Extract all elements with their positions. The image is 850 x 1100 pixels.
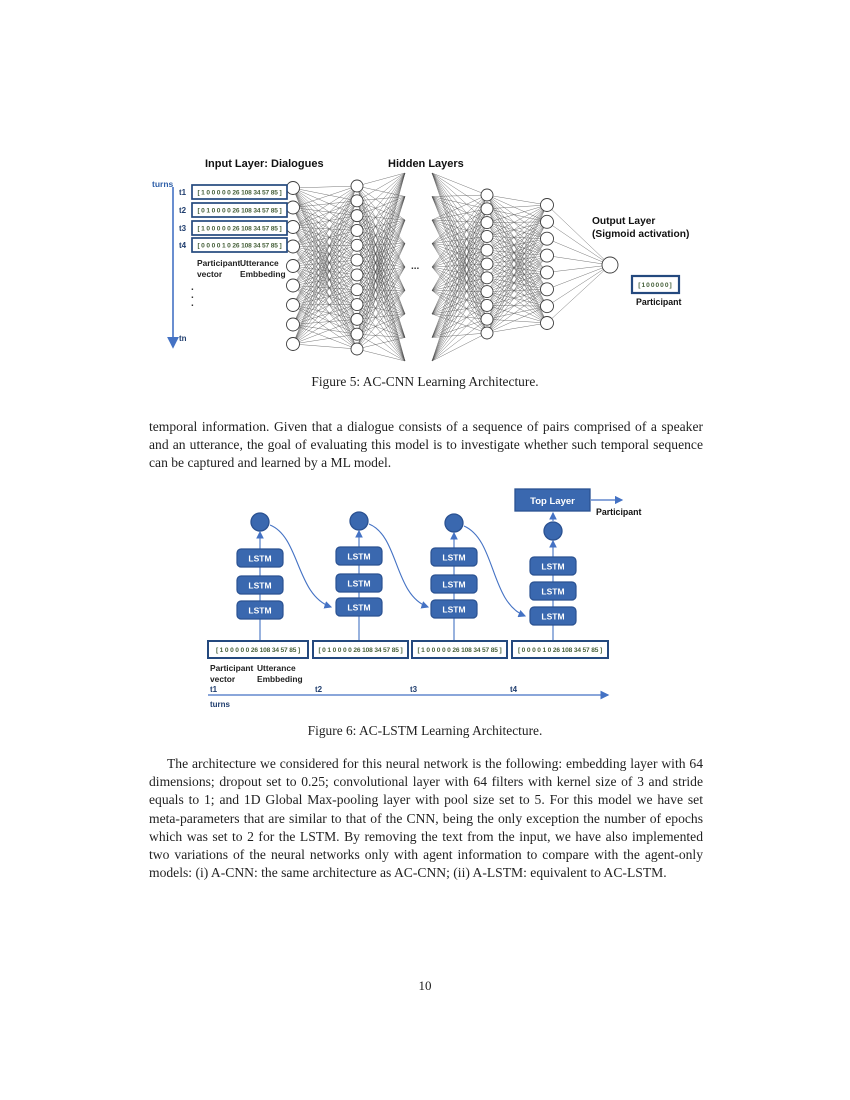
lstm-col-1	[237, 549, 283, 619]
net-edge	[432, 209, 487, 361]
net-node	[541, 199, 554, 212]
net-node	[481, 230, 493, 242]
top-layer-label: Top Layer	[530, 496, 575, 507]
net-node	[481, 272, 493, 284]
vector-text-t2: [ 0 1 0 0 0 0 26 108 34 57 85 ]	[318, 647, 403, 654]
output-participant-label: Participant	[636, 297, 682, 307]
net-node	[351, 254, 363, 266]
net-node	[351, 313, 363, 325]
output-layer-title-2: (Sigmoid activation)	[592, 229, 690, 240]
net-node	[541, 283, 554, 296]
net-edge	[432, 173, 487, 278]
lstm-box-label: LSTM	[347, 578, 371, 589]
net-edge	[293, 344, 357, 349]
figure6-participant-label: Participant	[596, 507, 642, 517]
hidden-layers-ellipsis: ...	[411, 261, 420, 272]
net-node	[481, 327, 493, 339]
figure6-t2: t2	[315, 685, 323, 694]
paragraph-2: The architecture we considered for this neural network is the following: embedding layer with 64 dimensions; dropout set to 0.25; convolutional layer with 64 filters with kernel size of 3 and stride equals to 1; and 1D Global Max-pooling layer with pool size set to 5. For this model we have set meta-parameters that are similar to that of the CNN, being the only exception the number of epochs which was set to 2 for the LSTM. By removing the text from the input, we have also implemented two variations of the neural networks only with agent information to compare with the agent-only models: (i) A-CNN: the same architecture as AC-CNN; (ii) A-LSTM: equivalent to AC-LSTM.	[149, 756, 703, 881]
figure5-hidden-layers-title: Hidden Layers	[388, 158, 464, 170]
net-node	[351, 284, 363, 296]
net-node	[351, 299, 363, 311]
vertical-dot-1: .	[191, 282, 194, 293]
vector-text-t3: [ 1 0 0 0 0 0 26 108 34 57 85 ]	[417, 647, 502, 654]
net-node	[541, 266, 554, 279]
turn-label-tn: tn	[179, 334, 187, 343]
state-circle-2	[350, 512, 368, 530]
utterance-embedding-label-2: Embbeding	[240, 269, 286, 279]
net-edge	[357, 334, 405, 361]
net-node	[351, 328, 363, 340]
state-circle-4	[544, 522, 562, 540]
net-edge	[547, 239, 610, 265]
net-node	[541, 232, 554, 245]
net-edge	[293, 208, 357, 261]
net-node	[287, 260, 300, 273]
vertical-dot-2: .	[191, 290, 194, 301]
input-vector-text-t2: [ 0 1 0 0 0 0 26 108 34 57 85 ]	[197, 207, 282, 215]
turns-axis-label: turns	[152, 179, 174, 189]
net-edge	[357, 173, 405, 334]
figure5-caption: Figure 5: AC-CNN Learning Architecture.	[311, 374, 539, 389]
participant-vector-label-1: Participant	[197, 258, 241, 268]
figure6-caption: Figure 6: AC-LSTM Learning Architecture.	[307, 723, 543, 738]
lstm-box-label: LSTM	[248, 605, 272, 616]
participant-vector-label-2: vector	[197, 269, 223, 279]
figure6-t1: t1	[210, 685, 218, 694]
net-node	[287, 338, 300, 351]
lstm-col-2	[336, 547, 382, 616]
net-edge	[432, 314, 487, 333]
net-edge	[432, 173, 487, 319]
net-edge	[487, 272, 547, 333]
utterance-embedding-label-1: Utterance	[240, 258, 279, 268]
lstm-box-label: LSTM	[248, 553, 272, 564]
vector-text-t4: [ 0 0 0 0 1 0 26 108 34 57 85 ]	[517, 647, 603, 654]
net-edge	[357, 290, 405, 291]
net-node	[602, 257, 618, 273]
output-layer-title-1: Output Layer	[592, 216, 656, 227]
state-circle-1	[251, 513, 269, 531]
lstm-box-label: LSTM	[442, 604, 466, 615]
net-node	[481, 244, 493, 256]
turn-label-t1: t1	[179, 188, 187, 197]
net-edge	[487, 323, 547, 333]
net-node	[481, 189, 493, 201]
figure6-t3: t3	[410, 685, 418, 694]
net-edge	[432, 305, 487, 337]
net-edge	[547, 265, 610, 323]
net-node	[481, 299, 493, 311]
vertical-dot-3: .	[191, 298, 194, 309]
input-vector-text-t3: [ 1 0 0 0 0 0 26 108 34 57 85 ]	[197, 225, 282, 233]
state-circle-3	[445, 514, 463, 532]
net-edge	[357, 220, 405, 319]
lstm-col-4	[530, 557, 576, 625]
lstm-box-label: LSTM	[541, 561, 565, 572]
figure5-ac-cnn-diagram	[145, 145, 710, 373]
net-node	[541, 300, 554, 313]
turn-label-t4: t4	[179, 241, 187, 250]
lstm-box-label: LSTM	[248, 580, 272, 591]
net-node	[351, 195, 363, 207]
net-node	[351, 210, 363, 222]
lstm-box-label: LSTM	[442, 579, 466, 590]
net-node	[481, 286, 493, 298]
net-node	[481, 217, 493, 229]
input-vector-text-t1: [ 1 0 0 0 0 0 26 108 34 57 85 ]	[197, 189, 282, 197]
lstm-box-label: LSTM	[442, 552, 466, 563]
cnn-network	[287, 173, 619, 361]
lstm-box-label: LSTM	[347, 602, 371, 613]
net-edge	[487, 195, 547, 205]
net-node	[481, 203, 493, 215]
turn-label-t3: t3	[179, 224, 187, 233]
net-edge	[357, 244, 405, 246]
state-circles	[251, 512, 562, 540]
net-edge	[293, 186, 357, 188]
lstm-col-3	[431, 548, 477, 618]
output-vector-text: [100000]	[638, 282, 673, 289]
figure5-input-layer-title: Input Layer: Dialogues	[205, 158, 324, 170]
net-node	[351, 343, 363, 355]
figure6-t4: t4	[510, 685, 518, 694]
turn-label-t2: t2	[179, 206, 187, 215]
figure6-participant-vector-label-2: vector	[210, 674, 236, 684]
net-edge	[432, 173, 487, 195]
net-node	[481, 313, 493, 325]
net-node	[541, 215, 554, 228]
input-vector-text-t4: [ 0 0 0 0 1 0 26 108 34 57 85 ]	[197, 242, 282, 250]
net-node	[287, 299, 300, 312]
net-node	[541, 317, 554, 330]
figure6-vector-boxes	[208, 641, 608, 658]
lstm-box-label: LSTM	[541, 586, 565, 597]
recurrent-arrows	[270, 524, 525, 616]
net-edge	[547, 256, 610, 265]
net-node	[287, 221, 300, 234]
net-edge	[432, 333, 487, 361]
net-node	[351, 224, 363, 236]
figure6-turns-label: turns	[210, 700, 230, 709]
net-node	[351, 239, 363, 251]
net-edge	[432, 305, 487, 361]
figure6-utterance-label-2: Embbeding	[257, 674, 303, 684]
net-node	[287, 318, 300, 331]
net-node	[351, 180, 363, 192]
figure6-participant-vector-label-1: Participant	[210, 663, 254, 673]
net-node	[351, 269, 363, 281]
net-node	[481, 258, 493, 270]
net-node	[287, 240, 300, 253]
figure6-ac-lstm-diagram	[200, 480, 650, 715]
net-edge	[432, 333, 487, 338]
net-node	[287, 182, 300, 195]
lstm-box-label: LSTM	[541, 611, 565, 622]
page-number: 10	[418, 978, 432, 993]
input-vector-boxes	[192, 185, 287, 252]
figure6-utterance-label-1: Utterance	[257, 663, 296, 673]
lstm-box-label: LSTM	[347, 551, 371, 562]
net-node	[287, 279, 300, 292]
paragraph-1: temporal information. Given that a dialogue consists of a sequence of pairs comprised of a speaker and an utterance, the goal of evaluating this model is to investigate whether such temporal sequence can be captured and learned by a ML model.	[149, 419, 703, 471]
net-node	[541, 249, 554, 262]
vector-text-t1: [ 1 0 0 0 0 0 26 108 34 57 85 ]	[215, 647, 301, 654]
net-node	[287, 201, 300, 214]
